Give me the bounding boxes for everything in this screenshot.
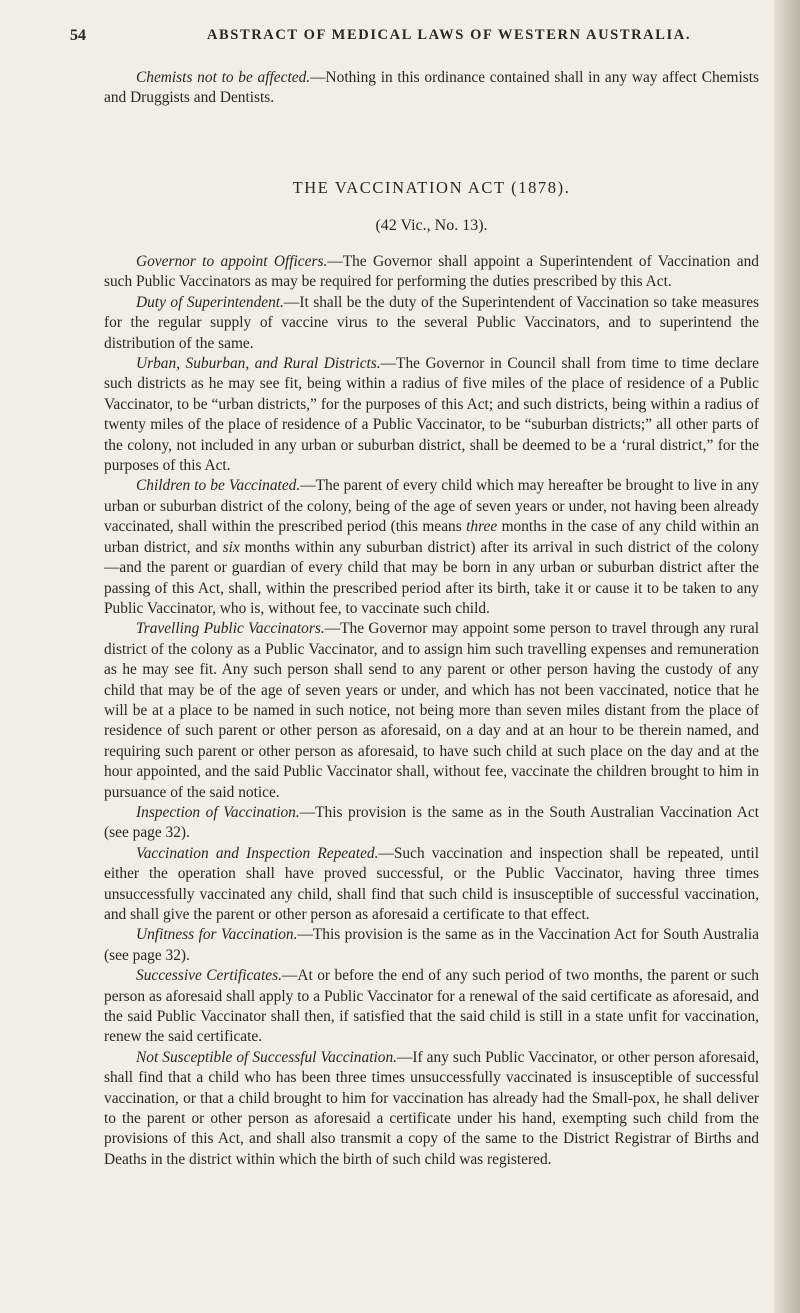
intro-section — [104, 68, 759, 109]
act-title: THE VACCINATION ACT (1878). — [292, 178, 571, 197]
paragraph-travelling — [104, 619, 759, 803]
section-text: —The Governor shall appoint a Superintendent of Vaccination and such Public Vaccinators as may be required for performing the duties prescribed by this Act. — [104, 253, 759, 291]
page-header — [70, 27, 760, 49]
section-text: —The parent of every child which may hereafter be brought to live in any urban or suburban district of the colony, being of the age of seven years or under, not having been already vaccinated, shall within the prescribed period (this means — [104, 477, 760, 536]
section-heading: Governor to appoint Officers. — [136, 253, 328, 270]
section-heading: Travelling Public Vaccinators. — [136, 620, 325, 638]
act-sections — [104, 252, 759, 1170]
paragraph-unfitness — [104, 925, 759, 966]
section-text: —At or before the end of any such period of two months, the parent or such person as aforesaid shall apply to a Public Vaccinator for a renewal of the said certificate as aforesaid, and the said Public Vaccinator shall then, if satisfied that the said child is still in a state unfit for vaccination, renew the said certificate. — [104, 967, 759, 1046]
section-heading: Chemists not to be affected. — [136, 69, 311, 86]
section-text: —Such vaccination and inspection shall be repeated, until either the operation shall have proved successful, or the Public Vaccinator, having three times unsuccessfully vaccinated any child, shall find that such child is insusceptible of successful vaccination, and shall give the parent or other person as aforesaid a certificate to that effect. — [104, 844, 759, 923]
paragraph-successive — [104, 966, 759, 1048]
section-heading: Inspection of Vaccination. — [136, 803, 300, 821]
section-text: —If any such Public Vaccinator, or other person aforesaid, shall find that a child who has been three times unsuccessfully vaccinated is insusceptible of successful vaccination, or that a child brought to him for vaccination has already had the Small-pox, he shall deliver to the parent or other person as aforesaid a certificate under his hand, exempting such child from the provisions of this Act, and shall also transmit a copy of the same to the District Registrar of Births and Deaths in the district within which the birth of such child was registered. — [104, 1048, 759, 1168]
act-reference: (42 Vic., No. 13). — [375, 217, 488, 234]
section-text: —Nothing in this ordinance contained shall in any way affect Chemists and Druggists and Dentists. — [104, 69, 759, 107]
paragraph-duty — [104, 293, 759, 354]
running-head: ABSTRACT OF MEDICAL LAWS OF WESTERN AUSTRALIA. — [206, 27, 692, 43]
section-heading: Urban, Suburban, and Rural Districts. — [136, 355, 381, 373]
section-text: months in the case of any child within an urban district, and — [104, 518, 759, 556]
paragraph-not-susceptible — [104, 1048, 759, 1170]
section-heading: Successive Certificates. — [136, 967, 282, 985]
section-text: months within any suburban district) after its arrival in such district of the colony —and the parent or guardian of every child that may be born in any urban or suburban district after the passing of this Act, shall, within the prescribed period after its birth, take it or cause it to be taken to any Public Vaccinator, who is, without fee, to vaccinate such child. — [104, 538, 759, 617]
section-heading: Vaccination and Inspection Repeated. — [136, 844, 379, 862]
emphasis-text: six — [222, 538, 240, 556]
section-text: —This provision is the same as in the Vaccination Act for South Australia (see page 32). — [104, 926, 760, 964]
paragraph-governor — [104, 252, 759, 293]
paragraph-inspection — [104, 803, 759, 844]
section-text: —This provision is the same as in the South Australian Vaccination Act (see page 32). — [104, 803, 759, 842]
paragraph-repeated — [104, 844, 759, 926]
section-text: —It shall be the duty of the Superintendent of Vaccination so take measures for the regular supply of vaccine virus to the several Public Vaccinators, and to superintend the distribution of the same. — [104, 293, 760, 352]
page-number: 54 — [70, 27, 86, 44]
section-text: —The Governor in Council shall from time to time declare such districts as he may see fit, being within a radius of five miles of the place of residence of a Public Vaccinator, to be “urban districts,” for the purposes of this Act; and such districts, being within a radius of twenty miles of the place of residence of a Public Vaccinator, to be “suburban districts;” all other parts of the colony, not included in any urban or suburban district, shall be deemed to be a ‘rural district,” for the purposes of this Act. — [104, 355, 759, 475]
paragraph-chemists — [104, 68, 759, 109]
section-heading: Duty of Superintendent. — [136, 293, 284, 311]
section-heading: Not Susceptible of Successful Vaccination. — [136, 1048, 397, 1066]
paragraph-districts — [104, 354, 759, 476]
emphasis-text: three — [466, 518, 498, 536]
section-heading: Children to be Vaccinated. — [136, 477, 301, 495]
section-heading: Unfitness for Vaccination. — [136, 926, 298, 944]
paragraph-children — [104, 476, 759, 619]
section-text: —The Governor may appoint some person to travel through any rural district of the colony as a Public Vaccinator, and to assign him such travelling expenses and remuneration as he may see fit. Any such person shall send to any parent or other person having the custody of any child that may be of the age of seven years or under, and which has not been vaccinated, notice that he will be at a place to be named in such notice, not being more than seven miles distant from the place of residence of such parent or other person as aforesaid, on a day and at an hour to be therein named, and requiring such parent or other person as aforesaid, to have such child at such place on the day and at the hour appointed, and the said Public Vaccinator shall, without fee, vaccinate the children brought to him in pursuance of the said notice. — [104, 620, 759, 801]
page-edge-shadow — [774, 0, 800, 1313]
